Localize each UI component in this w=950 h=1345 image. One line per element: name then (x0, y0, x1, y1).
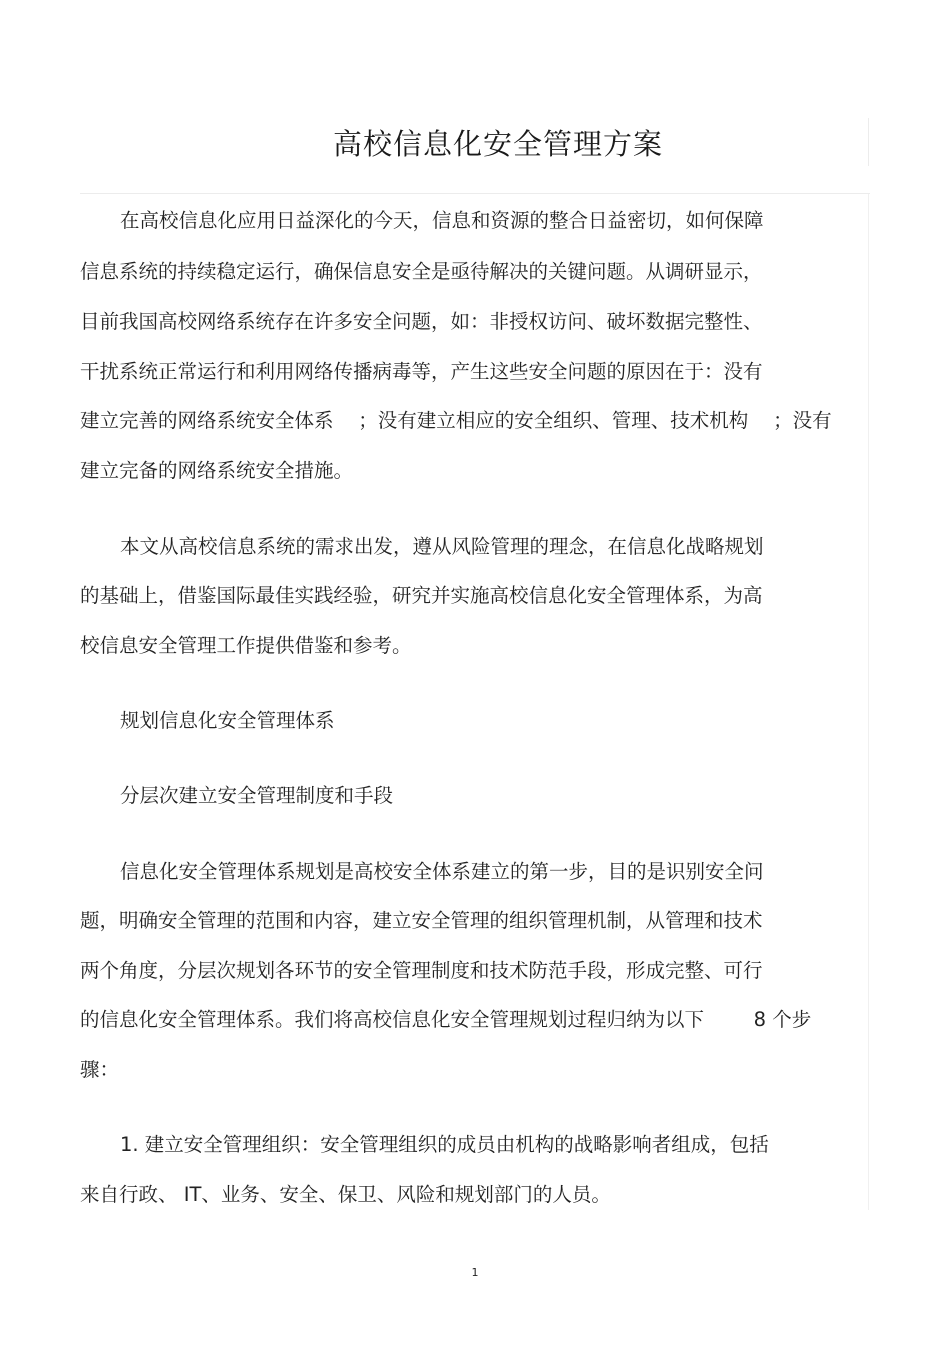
text-line: 在高校信息化应用日益深化的今天，信息和资源的整合日益密切，如何保障 (120, 209, 764, 232)
page-number: 1 (471, 1266, 479, 1279)
section-heading: 规划信息化安全管理体系 (120, 709, 335, 732)
text-line: 信息化安全管理体系规划是高校安全体系建立的第一步，目的是识别安全问 (120, 860, 764, 883)
text-line: 题，明确安全管理的范围和内容，建立安全管理的组织管理机制，从管理和技术 (80, 909, 763, 932)
header-divider (80, 193, 870, 194)
text-line: 校信息安全管理工作提供借鉴和参考。 (80, 634, 412, 657)
right-margin-rule (868, 194, 869, 1210)
text-line: 建立完善的网络系统安全体系 ；没有建立相应的安全组织、管理、技术机构 ；没有 (80, 409, 832, 432)
text-line: 骤： (80, 1058, 120, 1081)
text-line: 建立完备的网络系统安全措施。 (80, 459, 354, 482)
text-line: 干扰系统正常运行和利用网络传播病毒等，产生这些安全问题的原因在于：没有 (80, 360, 763, 383)
text-line: 的信息化安全管理体系。我们将高校信息化安全管理规划过程归纳为以下 8 个步 (80, 1008, 812, 1031)
text-line: 1. 建立安全管理组织：安全管理组织的成员由机构的战略影响者组成，包括 (120, 1133, 769, 1156)
text-line: 信息系统的持续稳定运行，确保信息安全是亟待解决的关键问题。从调研显示， (80, 260, 763, 283)
text-line: 两个角度，分层次规划各环节的安全管理制度和技术防范手段，形成完整、可行 (80, 959, 763, 982)
document-title: 高校信息化安全管理方案 (332, 127, 663, 161)
section-heading: 分层次建立安全管理制度和手段 (120, 784, 394, 807)
text-line: 本文从高校信息系统的需求出发，遵从风险管理的理念，在信息化战略规划 (120, 535, 764, 558)
text-line: 目前我国高校网络系统存在许多安全问题，如：非授权访问、破坏数据完整性、 (80, 310, 763, 333)
text-line: 的基础上，借鉴国际最佳实践经验，研究并实施高校信息化安全管理体系，为高 (80, 584, 763, 607)
text-line: 来自行政、 IT、业务、安全、保卫、风险和规划部门的人员。 (80, 1183, 611, 1206)
